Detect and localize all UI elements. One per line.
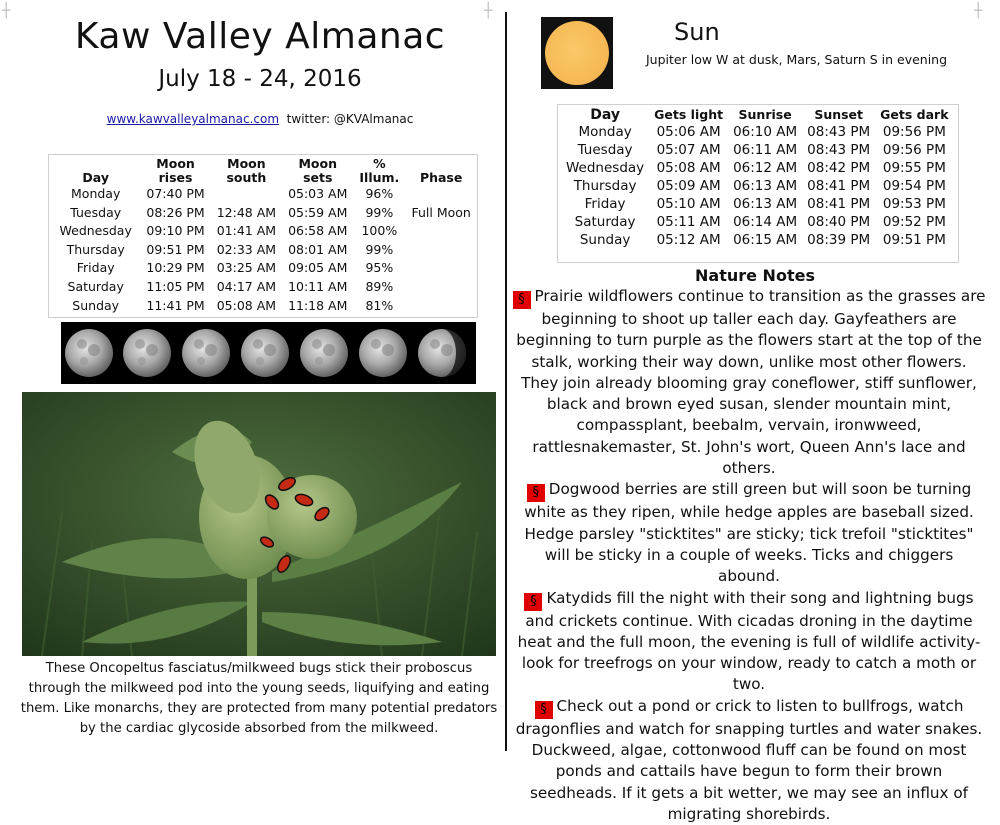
links-line	[0, 112, 520, 126]
moon-table-row	[51, 259, 477, 278]
table-cell: 09:10 PM	[146, 223, 205, 239]
column-header: Gets dark	[880, 107, 949, 122]
day-cell: Wednesday	[59, 223, 132, 239]
day-cell: Monday	[71, 186, 121, 201]
sun-table-box	[557, 104, 959, 263]
moon-phase-strip	[61, 322, 476, 384]
day-cell: Sunday	[579, 232, 631, 248]
table-cell: 05:06 AM	[656, 124, 721, 140]
column-header: Moon rises	[156, 156, 195, 185]
table-cell: 100%	[361, 223, 398, 239]
table-cell: 81%	[365, 297, 394, 313]
day-cell: Tuesday	[577, 142, 633, 158]
column-header: Gets light	[654, 107, 724, 122]
table-cell: 07:40 PM	[146, 186, 205, 201]
sun-table-row	[561, 195, 954, 213]
moon-table-row	[51, 297, 477, 316]
day-cell: Monday	[578, 124, 632, 140]
sun-image	[541, 17, 613, 89]
note-paragraph: Check out a pond or crick to listen to bullfrogs, watch dragonflies and watch for snapping turtles and water snakes. Duckweed, algae, cottonwood fluff can be found on most ponds and cattails have begun to form their brown seedheads. If it gets a bit wetter, we may see an influx of migrating shorebirds.	[515, 696, 983, 823]
moon-table-row	[51, 204, 477, 223]
table-cell	[405, 185, 477, 204]
moon-phase-image	[122, 328, 172, 378]
table-cell: 11:18 AM	[288, 297, 348, 313]
table-cell: 08:01 AM	[288, 241, 348, 257]
table-cell: 09:53 PM	[882, 196, 946, 212]
milkweed-photo	[22, 392, 496, 656]
table-cell	[211, 185, 282, 204]
date-range: July 18 - 24, 2016	[158, 66, 362, 92]
table-cell: 06:13 AM	[733, 178, 798, 194]
moon-phase-image	[181, 328, 231, 378]
table-cell: 08:26 PM	[146, 204, 205, 220]
day-cell: Sunday	[72, 297, 120, 313]
table-cell: 08:41 PM	[807, 178, 871, 194]
sun-table	[561, 107, 954, 249]
nature-notes-body	[512, 286, 986, 825]
moon-table-row	[51, 222, 477, 241]
table-cell: 08:41 PM	[807, 196, 871, 212]
table-cell: 10:11 AM	[288, 278, 348, 294]
table-cell: 05:09 AM	[656, 178, 721, 194]
table-cell: 06:58 AM	[288, 223, 348, 239]
table-cell: 05:59 AM	[288, 204, 348, 220]
photo-caption: These Oncopeltus fasciatus/milkweed bugs stick their proboscus through the milkweed pod into the young seeds, liquifying and eating them. Like monarchs, they are protected from many potential predators by the cardiac glycoside absorbed from the milkweed.	[20, 661, 498, 736]
table-cell: 06:10 AM	[733, 124, 798, 140]
table-cell: 04:17 AM	[216, 278, 277, 294]
table-cell: 06:13 AM	[733, 196, 798, 212]
page-title: Kaw Valley Almanac	[74, 16, 446, 57]
moon-table	[51, 157, 477, 315]
website-link[interactable]: www.kawvalleyalmanac.com	[106, 112, 280, 126]
table-cell: 08:43 PM	[807, 142, 871, 158]
moon-phase-image	[64, 328, 114, 378]
nature-notes-title: Nature Notes	[695, 266, 815, 285]
twitter-handle: twitter: @KVAlmanac	[286, 112, 414, 126]
table-cell: 05:10 AM	[656, 196, 721, 212]
table-cell: 05:08 AM	[656, 160, 721, 176]
moon-phase-image	[299, 328, 349, 378]
column-header: Day	[590, 107, 620, 123]
table-cell	[405, 222, 477, 241]
day-cell: Thursday	[573, 178, 637, 194]
table-cell: 08:42 PM	[807, 160, 871, 176]
table-cell: 11:05 PM	[146, 278, 205, 294]
table-cell: 11:41 PM	[146, 297, 205, 313]
table-cell	[405, 259, 477, 278]
note-paragraph: Dogwood berries are still green but will soon be turning white as they ripen, while hedge apples are baseball sized. Hedge parsley "sticktites" are sticky; tick trefoil "sticktites" will be sticky in a couple of weeks. Ticks and chiggers abound.	[524, 480, 974, 586]
day-cell: Wednesday	[566, 160, 645, 176]
table-cell: 12:48 AM	[216, 204, 277, 220]
column-header: Phase	[419, 170, 463, 185]
column-header: Sunset	[814, 107, 864, 122]
moon-table-row	[51, 185, 477, 204]
section-bullet-icon: §	[513, 291, 531, 309]
moon-table-box	[48, 154, 478, 318]
table-cell: 95%	[365, 260, 394, 276]
table-cell: 08:40 PM	[807, 214, 871, 230]
table-cell: 06:11 AM	[733, 142, 798, 158]
day-cell: Tuesday	[70, 204, 122, 220]
table-cell: 05:08 AM	[216, 297, 277, 313]
column-header: Day	[82, 170, 109, 185]
table-cell: 02:33 AM	[216, 241, 277, 257]
table-cell: 05:11 AM	[656, 214, 721, 230]
table-cell: 09:56 PM	[882, 124, 946, 140]
table-cell: 09:55 PM	[882, 160, 946, 176]
table-cell	[405, 297, 477, 316]
day-cell: Saturday	[67, 278, 124, 294]
sun-table-row	[561, 213, 954, 231]
table-cell	[405, 278, 477, 297]
table-cell: 06:15 AM	[733, 232, 798, 248]
crop-mark: ┼	[484, 3, 493, 19]
table-cell: 01:41 AM	[216, 223, 277, 239]
moon-phase-image	[240, 328, 290, 378]
table-cell: 05:03 AM	[288, 186, 348, 201]
table-cell: 99%	[365, 241, 394, 257]
table-cell: 05:12 AM	[656, 232, 721, 248]
column-header: Moon south	[226, 156, 267, 185]
section-bullet-icon: §	[524, 593, 542, 611]
table-cell: Full Moon	[411, 204, 471, 220]
column-header: Moon sets	[298, 156, 337, 185]
sun-table-row	[561, 123, 954, 141]
sun-table-row	[561, 141, 954, 159]
table-cell: 05:07 AM	[656, 142, 721, 158]
table-cell: 09:51 PM	[882, 232, 946, 248]
sun-table-row	[561, 177, 954, 195]
moon-table-row	[51, 241, 477, 260]
table-cell: 09:52 PM	[882, 214, 946, 230]
table-cell: 09:05 AM	[288, 260, 348, 276]
table-cell: 08:39 PM	[807, 232, 871, 248]
table-cell: 06:12 AM	[733, 160, 798, 176]
table-cell	[405, 241, 477, 260]
day-cell: Friday	[76, 260, 115, 276]
moon-table-row	[51, 278, 477, 297]
sun-heading: Sun	[674, 18, 720, 46]
moon-phase-image	[358, 328, 408, 378]
moon-table-header	[51, 157, 477, 185]
note-paragraph: Prairie wildflowers continue to transition as the grasses are beginning to shoot up taller each day. Gayfeathers are beginning to turn purple as the flowers start at the top of the stalk, working their way down, unlike most other flowers. They join already blooming gray coneflower, stiff sunflower, black and brown eyed susan, slender mountain mint, compassplant, beebalm, vervain, ironwweed, rattlesnakemaster, St. John's wort, Queen Ann's lace and others.	[516, 287, 986, 478]
day-cell: Thursday	[66, 241, 125, 257]
table-cell: 08:43 PM	[807, 124, 871, 140]
column-header: % Illum.	[359, 156, 400, 185]
day-cell: Saturday	[574, 214, 636, 230]
crop-mark: ┼	[2, 3, 11, 19]
crop-mark: ┼	[974, 3, 983, 19]
table-cell: 03:25 AM	[216, 260, 277, 276]
table-cell: 09:51 PM	[146, 241, 205, 257]
day-cell: Friday	[584, 196, 626, 212]
table-cell: 99%	[365, 204, 394, 220]
planets-note: Jupiter low W at dusk, Mars, Saturn S in evening	[646, 52, 948, 67]
table-cell: 96%	[365, 186, 394, 201]
table-cell: 09:56 PM	[882, 142, 946, 158]
section-bullet-icon: §	[527, 484, 545, 502]
table-cell: 89%	[365, 278, 394, 294]
sun-table-row	[561, 159, 954, 177]
table-cell: 06:14 AM	[733, 214, 798, 230]
moon-phase-image	[417, 328, 467, 378]
table-cell: 09:54 PM	[882, 178, 946, 194]
section-bullet-icon: §	[535, 701, 553, 719]
column-header: Sunrise	[738, 107, 792, 122]
note-paragraph: Katydids fill the night with their song and lightning bugs and crickets continue. With cicadas droning in the daytime heat and the full moon, the evening is full of wildlife activity-look for treefrogs on your window, ready to catch a moth or two.	[517, 588, 981, 694]
sun-table-row	[561, 231, 954, 249]
table-cell: 10:29 PM	[146, 260, 205, 276]
sun-table-header	[561, 107, 954, 123]
